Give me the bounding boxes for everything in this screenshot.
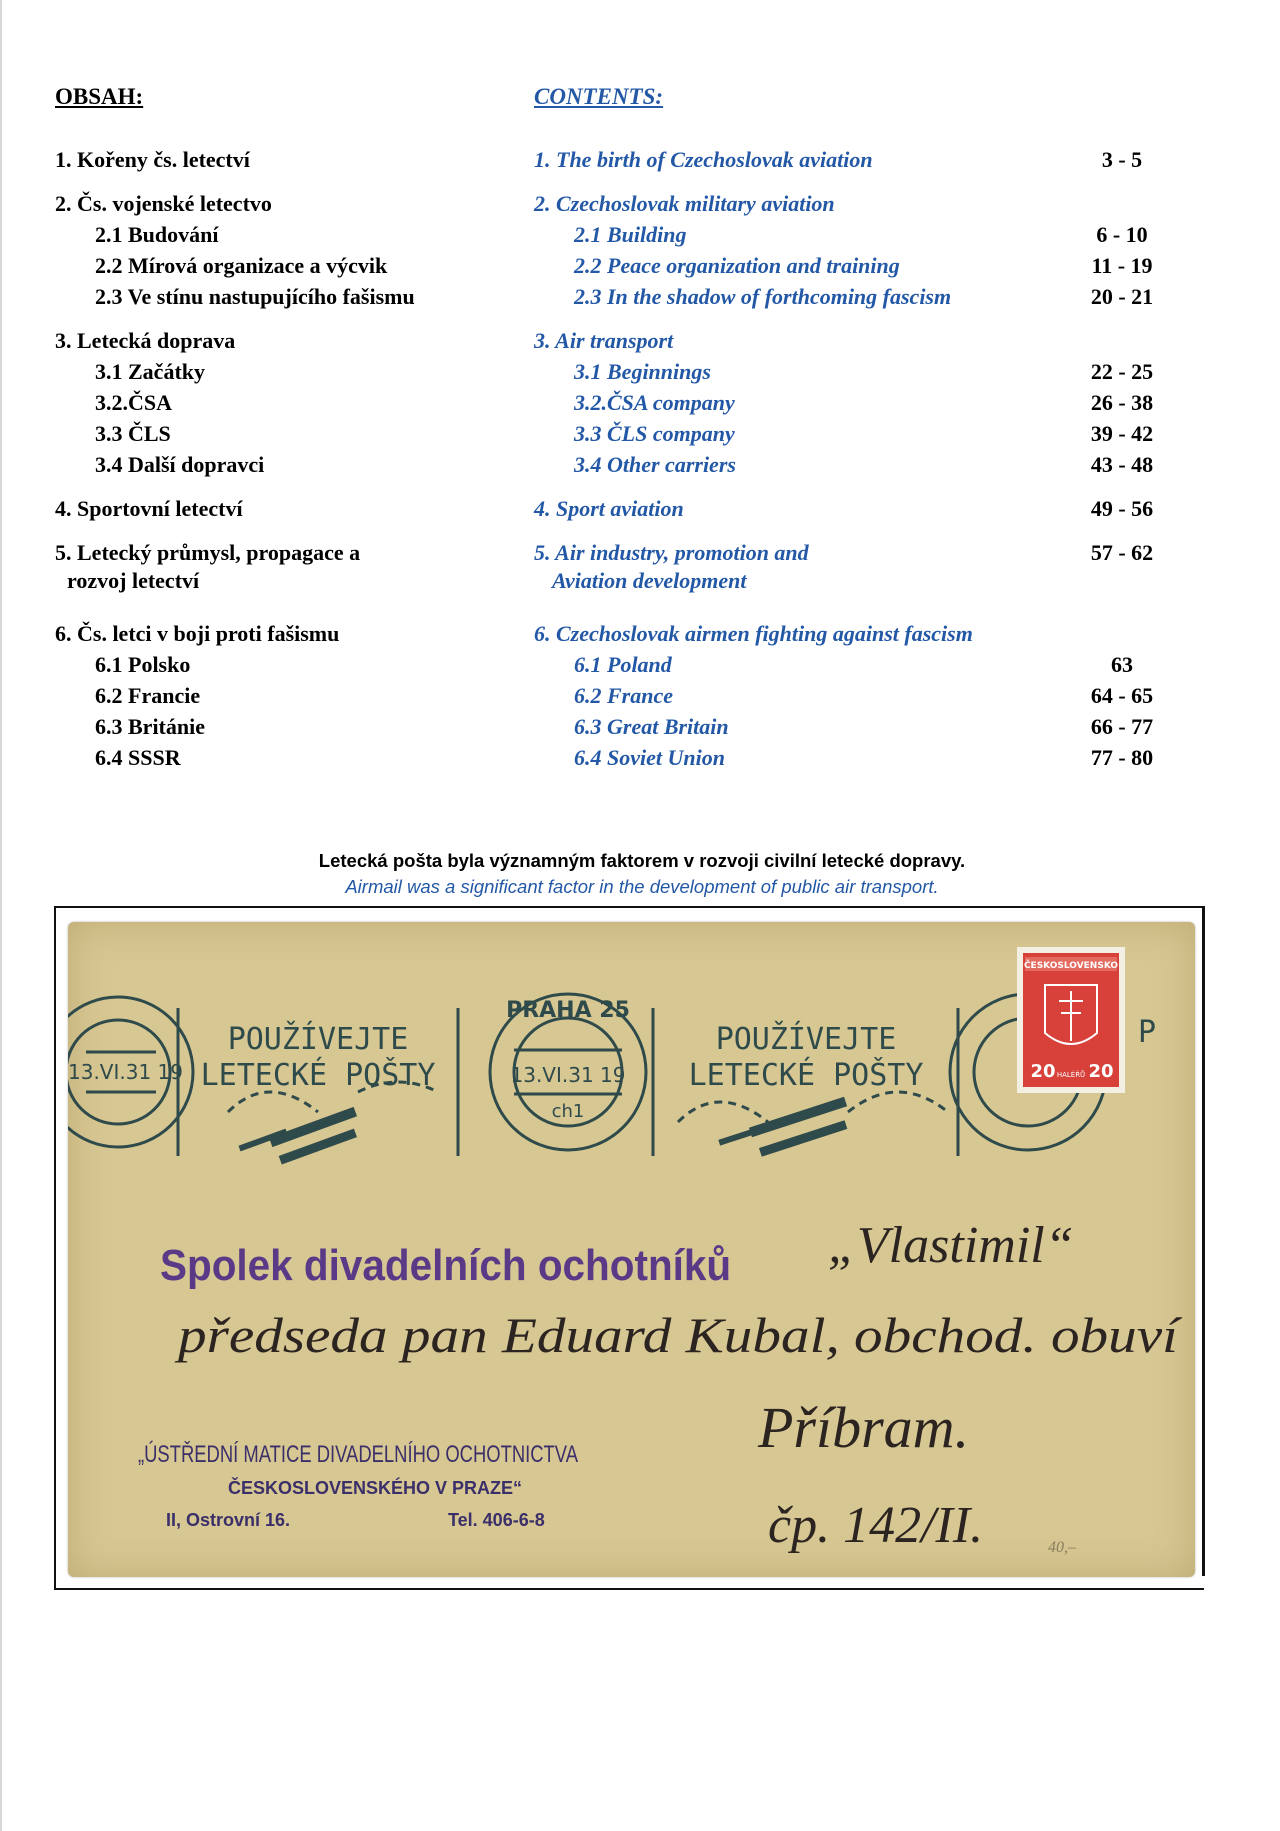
toc-item-pages: 64 - 65 [1090,683,1154,708]
caption-cz: Letecká pošta byla významným faktorem v rozvoji civilní letecké dopravy. [318,850,966,871]
pencil-note: 40,– [1048,1539,1076,1556]
address-line-4: čp. 142/II. [768,1497,984,1554]
toc-item-cz: rozvoj letectví [67,568,200,593]
toc-item-cz: 5. Letecký průmysl, propagace a [55,540,361,565]
toc-item-en: 4. Sport aviation [534,496,684,521]
toc-item-en: 1. The birth of Czechoslovak aviation [534,147,873,172]
toc-item-cz: 3. Letecká doprava [55,328,236,353]
toc-item-cz: 4. Sportovní letectví [55,496,243,521]
toc-item-cz: 2.1 Budování [95,222,219,247]
address-line-2: předseda pan Eduard Kubal, obchod. obuví [174,1307,1183,1363]
stamp-country: ČESKOSLOVENSKO [1023,961,1119,971]
toc-item-cz: 6.4 SSSR [95,745,181,770]
toc-item-cz: 2. Čs. vojenské letectvo [55,191,272,216]
toc-item-cz: 2.2 Mírová organizace a výcvik [95,253,388,278]
return-line-1: „ÚSTŘEDNÍ MATICE DIVADELNÍHO OCHOTNICTVA [138,1441,578,1468]
slogan-text-2b: LETECKÉ POŠTY [688,1058,924,1093]
toc-item-pages: 49 - 56 [1090,496,1154,521]
toc-item-en: 6.1 Poland [574,652,672,677]
toc-item-en: 2.1 Building [574,222,687,247]
toc-item-pages: 43 - 48 [1090,452,1154,477]
toc-item-en: 2.3 In the shadow of forthcoming fascism [574,284,952,309]
toc-item-cz: 3.3 ČLS [95,421,171,446]
toc-item-en: 6.2 France [574,683,673,708]
slogan-edge-text: P [1138,1015,1157,1050]
stamp-value-right: 20 [1088,1061,1114,1082]
toc-item-pages: 11 - 19 [1091,253,1153,278]
contents-header-en: CONTENTS: [534,84,664,109]
toc-item-pages: 39 - 42 [1090,421,1154,446]
toc-item-cz: 6.1 Polsko [95,652,191,677]
biplane-icon [238,1107,357,1165]
address-line-3: Příbram. [758,1395,970,1460]
postmark-code: ch1 [551,1101,585,1122]
contents-header-cz: OBSAH: [55,84,144,109]
toc-item-pages: 20 - 21 [1090,284,1154,309]
toc-item-en: 5. Air industry, promotion and [534,540,809,565]
postmark-date-left: 13.VI.31 19 [68,1060,183,1084]
return-line-3: II, Ostrovní 16. [166,1510,291,1530]
slogan-text-2a: POUŽÍVEJTE [715,1022,897,1057]
toc-item-en: 3. Air transport [534,328,674,353]
stamp-unit: HALÉŘŮ [1056,1071,1086,1079]
toc-item-en: 3.2.ČSA company [574,390,735,415]
sender-cachet: Spolek divadelních ochotníků [160,1240,732,1290]
toc-item-cz: 6.3 Británie [95,714,205,739]
slogan-text-1b: LETECKÉ POŠTY [200,1058,436,1093]
address-line-1: „Vlastimil“ [828,1217,1074,1274]
postmark-date: 13.VI.31 19 [510,1063,626,1087]
return-line-4: Tel. 406-6-8 [448,1510,545,1530]
return-address-cachet [138,1441,578,1530]
stamp-value-left: 20 [1030,1061,1056,1082]
toc-item-cz: 3.4 Další dopravci [95,452,265,477]
postmark-town: PRAHA 25 [506,998,630,1023]
toc-item-cz: 6.2 Francie [95,683,201,708]
toc-item-cz: 1. Kořeny čs. letectví [55,147,250,172]
slogan-text-1a: POUŽÍVEJTE [227,1022,409,1057]
toc-item-pages: 63 [1111,652,1133,677]
toc-item-en: 3.1 Beginnings [574,359,711,384]
toc-item-en: 3.3 ČLS company [574,421,735,446]
toc-item-cz: 2.3 Ve stínu nastupujícího fašismu [95,284,415,309]
toc-item-en: 6.3 Great Britain [574,714,729,739]
toc-item-pages: 6 - 10 [1096,222,1148,247]
toc-item-en: 2. Czechoslovak military aviation [534,191,835,216]
postage-stamp [1015,945,1127,1095]
toc-item-en: 2.2 Peace organization and training [574,253,900,278]
biplane-icon [718,1097,847,1157]
toc-item-en: 3.4 Other carriers [574,452,736,477]
toc-item-pages: 3 - 5 [1101,147,1143,172]
toc-item-pages: 77 - 80 [1090,745,1154,770]
mount-frame-edge [1202,906,1205,1576]
toc-item-en: 6. Czechoslovak airmen fighting against fascism [534,621,973,646]
toc-item-pages: 22 - 25 [1090,359,1154,384]
toc-item-cz: 3.1 Začátky [95,359,205,384]
toc-item-en: Aviation development [552,568,747,593]
toc-item-pages: 57 - 62 [1090,540,1154,565]
toc-item-cz: 6. Čs. letci v boji proti fašismu [55,621,340,646]
toc-item-pages: 26 - 38 [1090,390,1154,415]
return-line-2: ČESKOSLOVENSKÉHO V PRAZE“ [228,1478,523,1498]
toc-item-en: 6.4 Soviet Union [574,745,725,770]
toc-item-pages: 66 - 77 [1090,714,1154,739]
caption-en: Airmail was a significant factor in the development of public air transport. [345,876,939,897]
toc-item-cz: 3.2.ČSA [95,390,173,415]
